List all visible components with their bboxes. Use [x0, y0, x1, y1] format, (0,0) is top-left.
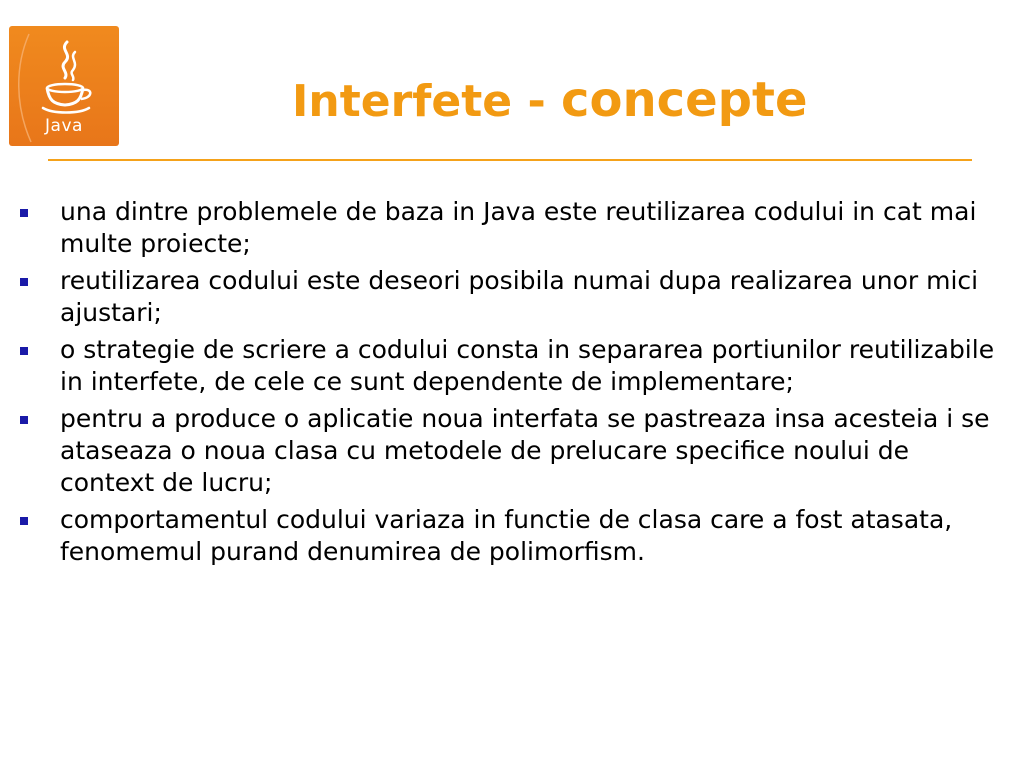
bullet-square-icon: [20, 347, 28, 355]
bullet-item: [0, 334, 1024, 398]
bullet-text: pentru a produce o aplicatie noua interfata se pastreaza insa acesteia i se ataseaza o noua clasa cu metodele de prelucare specifice noului de context de lucru;: [60, 404, 990, 497]
logo-text: Java: [45, 116, 83, 136]
bullet-square-icon: [20, 209, 28, 217]
bullet-square-icon: [20, 278, 28, 286]
title-part-2: concepte: [561, 72, 808, 128]
bullet-list: [0, 196, 1024, 573]
bullet-item: [0, 196, 1024, 260]
java-logo: [9, 26, 119, 146]
bullet-square-icon: [20, 416, 28, 424]
title-part-1: Interfete -: [292, 76, 562, 127]
bullet-square-icon: [20, 517, 28, 525]
bullet-text: una dintre problemele de baza in Java este reutilizarea codului in cat mai multe proiecte;: [60, 197, 977, 258]
bullet-text: comportamentul codului variaza in functie de clasa care a fost atasata, fenomemul purand denumirea de polimorfism.: [60, 505, 953, 566]
bullet-item: [0, 265, 1024, 329]
title-divider: [48, 159, 972, 161]
bullet-text: o strategie de scriere a codului consta in separarea portiunilor reutilizabile in interfete, de cele ce sunt dependente de implementare;: [60, 335, 995, 396]
slide-title: [292, 72, 808, 128]
bullet-item: [0, 504, 1024, 568]
bullet-item: [0, 403, 1024, 499]
bullet-text: reutilizarea codului este deseori posibila numai dupa realizarea unor mici ajustari;: [60, 266, 979, 327]
